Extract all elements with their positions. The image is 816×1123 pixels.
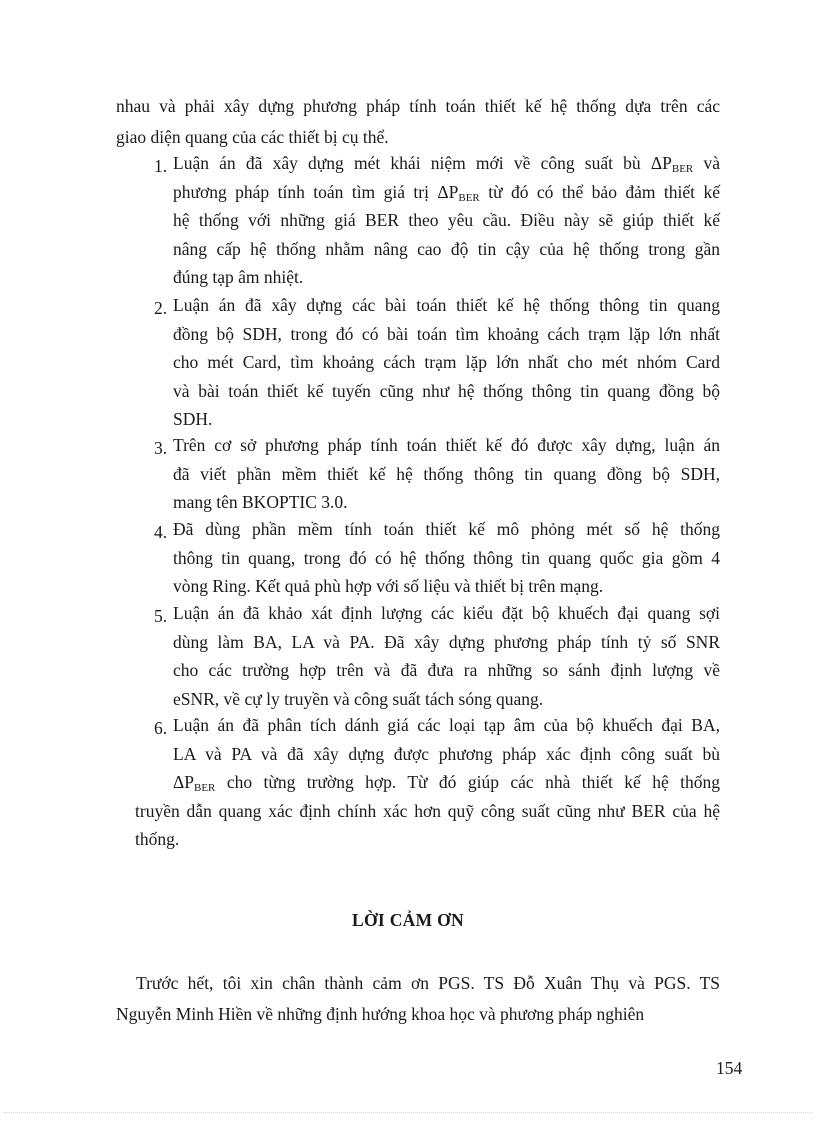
list-number: 3. (154, 438, 168, 458)
page-border (4, 1112, 812, 1113)
list-number: 2. (154, 298, 168, 318)
intro-line: giao diện quang của các thiết bị cụ thể. (116, 127, 389, 147)
list-line: Luận án đã xây dựng các bài toán thiết kế hệ thống thông tin quang (173, 295, 720, 315)
list-line: Luận án đã khảo xát định lượng các kiểu đặt bộ khuếch đại quang sợi (173, 603, 720, 623)
list-item-1 (154, 149, 720, 292)
list-item-5 (154, 599, 720, 713)
list-item-4 (154, 515, 720, 601)
list-line: đã viết phần mềm thiết kế hệ thống thông tin quang đồng bộ SDH, (173, 463, 720, 484)
section-heading: LỜI CẢM ƠN (352, 910, 464, 930)
list-line: đồng bộ SDH, trong đó có bài toán tìm khoảng cách trạm lặp lớn nhất (173, 323, 720, 344)
list-number: 1. (154, 156, 168, 176)
list-line: Luận án đã phân tích dánh giá các loại tạp âm của bộ khuếch đại BA, (173, 715, 720, 735)
list-line: đúng tạp âm nhiệt. (173, 267, 304, 287)
thanks-line: Nguyễn Minh Hiền về những định hướng khoa học và phương pháp nghiên (116, 1004, 645, 1024)
thanks-paragraph (116, 969, 720, 1028)
list-line: cho các trường hợp trên và đã đưa ra những so sánh định lượng về (173, 660, 720, 680)
list-line: dùng làm BA, LA và PA. Đã xây dựng phương pháp tính tỷ số SNR (173, 631, 720, 652)
list-number: 5. (154, 606, 168, 626)
list-line: và bài toán thiết kế tuyến cũng như hệ thống thông tin quang đồng bộ (173, 380, 720, 401)
continuation-line: truyền dẫn quang xác định chính xác hơn quỹ công suất cũng như BER của hệ (135, 800, 720, 821)
list-number: 4. (154, 522, 168, 542)
list-line: Trên cơ sở phương pháp tính toán thiết kế đó được xây dựng, luận án (173, 435, 720, 455)
list-item-2 (154, 291, 720, 434)
list-line: $\Delta P_{BER}$ cho từng trường hợp. Từ đó giúp các nhà thiết kế hệ thống (173, 772, 720, 794)
continuation-line: thống. (135, 829, 180, 849)
list-line: thông tin quang, trong đó có hệ thống thông tin quang quốc gia gồm 4 (173, 547, 720, 568)
list-line: hệ thống với những giá BER theo yêu cầu. Điều này sẽ giúp thiết kế (173, 210, 720, 230)
list-line: cho mét Card, tìm khoảng cách trạm lặp lớn nhất cho mét nhóm Card (173, 352, 720, 372)
intro-paragraph (116, 92, 720, 151)
list-line: phương pháp tính toán tìm giá trị $\Delta P_{BER}$ từ đó có thể bảo đảm thiết kế (173, 181, 720, 204)
list-line: mang tên BKOPTIC 3.0. (173, 492, 348, 512)
list-line: nâng cấp hệ thống nhằm nâng cao độ tin cậy của hệ thống trong gần (173, 238, 720, 259)
list-line: LA và PA và đã xây dựng được phương pháp xác định công suất bù (173, 743, 720, 764)
list-line: Luận án đã xây dựng mét khái niệm mới về công suất bù $\Delta P_{BER}$ và (173, 153, 720, 175)
page-number: 154 (716, 1058, 743, 1078)
intro-line: nhau và phải xây dựng phương pháp tính toán thiết kế hệ thống dựa trên các (116, 96, 720, 116)
list-line: vòng Ring. Kết quả phù hợp với số liệu và thiết bị trên mạng. (173, 576, 604, 596)
list-line: eSNR, về cự ly truyền và công suất tách sóng quang. (173, 688, 544, 709)
list-line: Đã dùng phần mềm tính toán thiết kế mô phỏng mét số hệ thống (173, 519, 720, 539)
thanks-line: Trước hết, tôi xin chân thành cảm ơn PGS. TS Đỗ Xuân Thụ và PGS. TS (136, 973, 720, 993)
list-item-3 (154, 431, 720, 517)
list-item-6 (135, 711, 720, 854)
list-number: 6. (154, 718, 168, 738)
list-line: SDH. (173, 409, 213, 429)
